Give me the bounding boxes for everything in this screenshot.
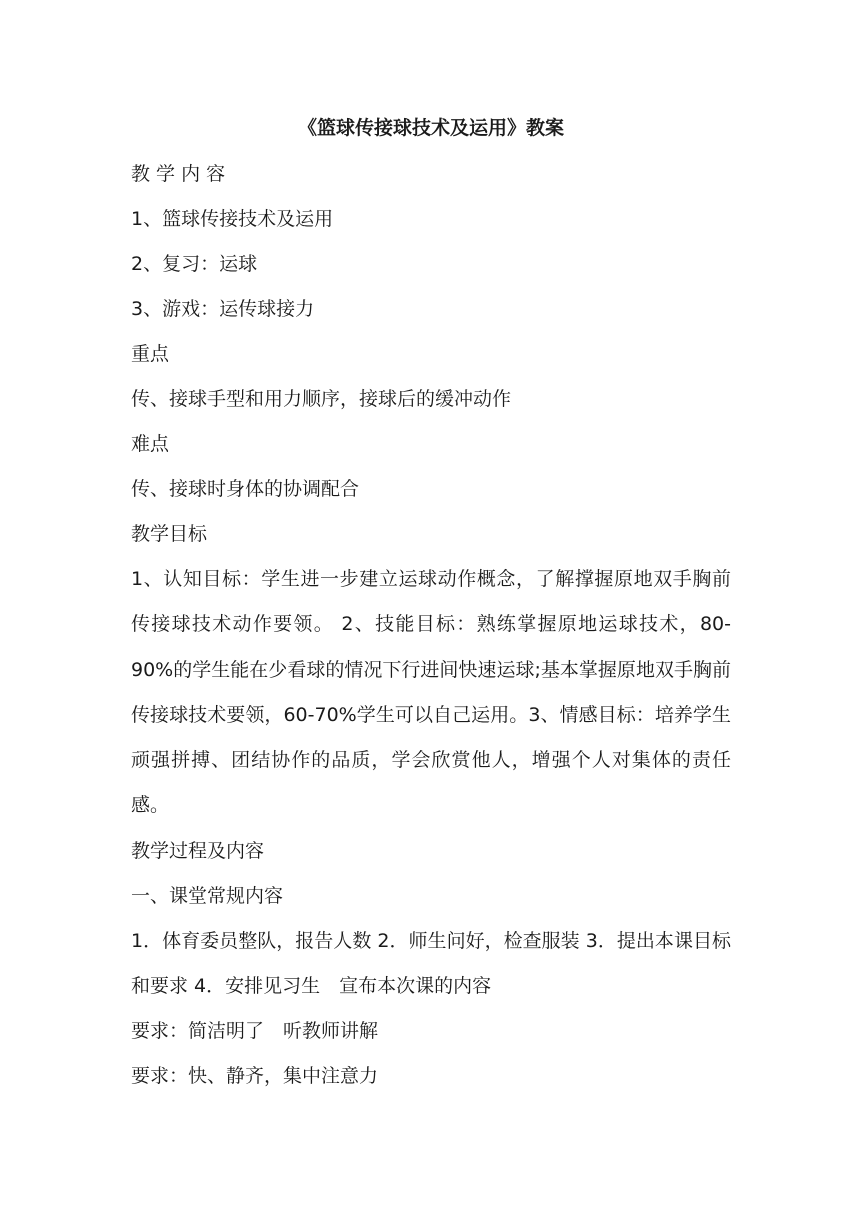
key-points-text: 传、接球手型和用力顺序，接球后的缓冲动作: [131, 388, 512, 410]
part-one-heading: 一、课堂常规内容: [131, 884, 284, 907]
section-heading-teaching-content: 教 学 内 容: [131, 163, 226, 185]
document-body: [131, 108, 731, 1099]
difficulties-text: 传、接球时身体的协调配合: [131, 478, 360, 500]
content-item-2: 2、复习：运球: [131, 253, 258, 275]
content-item-1: 1、篮球传接技术及运用: [131, 208, 334, 230]
objectives-paragraph: 1、认知目标：学生进一步建立运球动作概念，了解撑握原地双手胸前传接球技术动作要领。 2、技能目标：熟练掌握原地运球技术，80-90%的学生能在少看球的情况下行进间快速运球;基本掌握原地双手胸前传接球技术要领，60-70%学生可以自己运用。3、情感目标：培养学生顽强拼搏、团结协作的品质，学会欣赏他人，增强个人对集体的责任感。: [131, 568, 731, 817]
routine-paragraph: 1．体育委员整队，报告人数 2．师生问好，检查服装 3．提出本课目标和要求 4．安排见习生 宣布本次课的内容: [131, 929, 731, 998]
section-heading-objectives: 教学目标: [131, 523, 208, 545]
document-title: 《篮球传接球技术及运用》教案: [297, 117, 564, 139]
requirement-line-2: 要求：快、静齐，集中注意力: [131, 1065, 379, 1088]
section-heading-key-points: 重点: [131, 343, 170, 365]
requirement-line-1: 要求：简洁明了 听教师讲解: [131, 1020, 379, 1043]
section-heading-difficulties: 难点: [131, 433, 170, 455]
content-item-3: 3、游戏：运传球接力: [131, 298, 315, 320]
section-heading-process: 教学过程及内容: [131, 839, 265, 862]
